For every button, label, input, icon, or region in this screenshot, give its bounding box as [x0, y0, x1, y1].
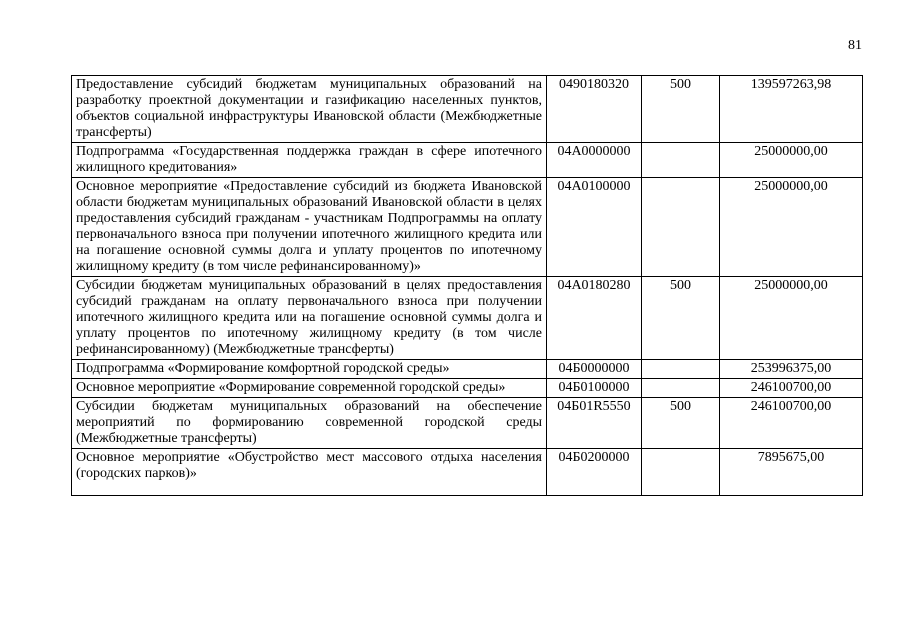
row-sum: 253996375,00	[720, 360, 863, 379]
row-code: 04Б0100000	[547, 379, 642, 398]
budget-table	[71, 75, 863, 496]
table-row	[72, 379, 863, 398]
row-name: Основное мероприятие «Обустройство мест массового отдыха населения (городских парков)»	[72, 449, 547, 496]
row-code: 04А0180280	[547, 277, 642, 360]
row-name: Предоставление субсидий бюджетам муниципальных образований на разработку проектной документации и газификацию населенных пунктов, объектов социальной инфраструктуры Ивановской области (Межбюджетные трансферты)	[72, 76, 547, 143]
row-sum: 25000000,00	[720, 143, 863, 178]
table-row	[72, 398, 863, 449]
row-code: 04А0000000	[547, 143, 642, 178]
row-name: Подпрограмма «Формирование комфортной городской среды»	[72, 360, 547, 379]
row-name: Основное мероприятие «Предоставление субсидий из бюджета Ивановской области бюджетам муниципальных образований Ивановской области в целях предоставления субсидий гражданам - участникам Подпрограммы на оплату первоначального взноса при получении ипотечного жилищного кредита или на погашение основной суммы долга и уплату процентов по ипотечному жилищному кредиту (в том числе рефинансированному)»	[72, 178, 547, 277]
row-name: Основное мероприятие «Формирование современной городской среды»	[72, 379, 547, 398]
row-name: Подпрограмма «Государственная поддержка граждан в сфере ипотечного жилищного кредитования»	[72, 143, 547, 178]
row-code: 0490180320	[547, 76, 642, 143]
page-number: 81	[848, 38, 862, 53]
row-expense-type: 500	[642, 76, 720, 143]
table-row	[72, 360, 863, 379]
row-expense-type	[642, 449, 720, 496]
row-code: 04Б0000000	[547, 360, 642, 379]
row-sum: 246100700,00	[720, 398, 863, 449]
row-code: 04Б0200000	[547, 449, 642, 496]
table-row	[72, 76, 863, 143]
row-name: Субсидии бюджетам муниципальных образований на обеспечение мероприятий по формированию современной городской среды (Межбюджетные трансферты)	[72, 398, 547, 449]
row-sum: 246100700,00	[720, 379, 863, 398]
row-expense-type	[642, 143, 720, 178]
row-expense-type	[642, 379, 720, 398]
row-sum: 25000000,00	[720, 178, 863, 277]
row-sum: 139597263,98	[720, 76, 863, 143]
table-row	[72, 277, 863, 360]
row-sum: 25000000,00	[720, 277, 863, 360]
row-sum: 7895675,00	[720, 449, 863, 496]
row-expense-type: 500	[642, 277, 720, 360]
row-code: 04А0100000	[547, 178, 642, 277]
table-row	[72, 449, 863, 496]
row-expense-type	[642, 360, 720, 379]
table-row	[72, 143, 863, 178]
row-expense-type: 500	[642, 398, 720, 449]
row-code: 04Б01R5550	[547, 398, 642, 449]
table-row	[72, 178, 863, 277]
row-expense-type	[642, 178, 720, 277]
row-name: Субсидии бюджетам муниципальных образований в целях предоставления субсидий гражданам на оплату первоначального взноса при получении ипотечного жилищного кредита или на погашение основной суммы долга и уплату процентов по ипотечному жилищному кредиту (в том числе рефинансированному) (Межбюджетные трансферты)	[72, 277, 547, 360]
